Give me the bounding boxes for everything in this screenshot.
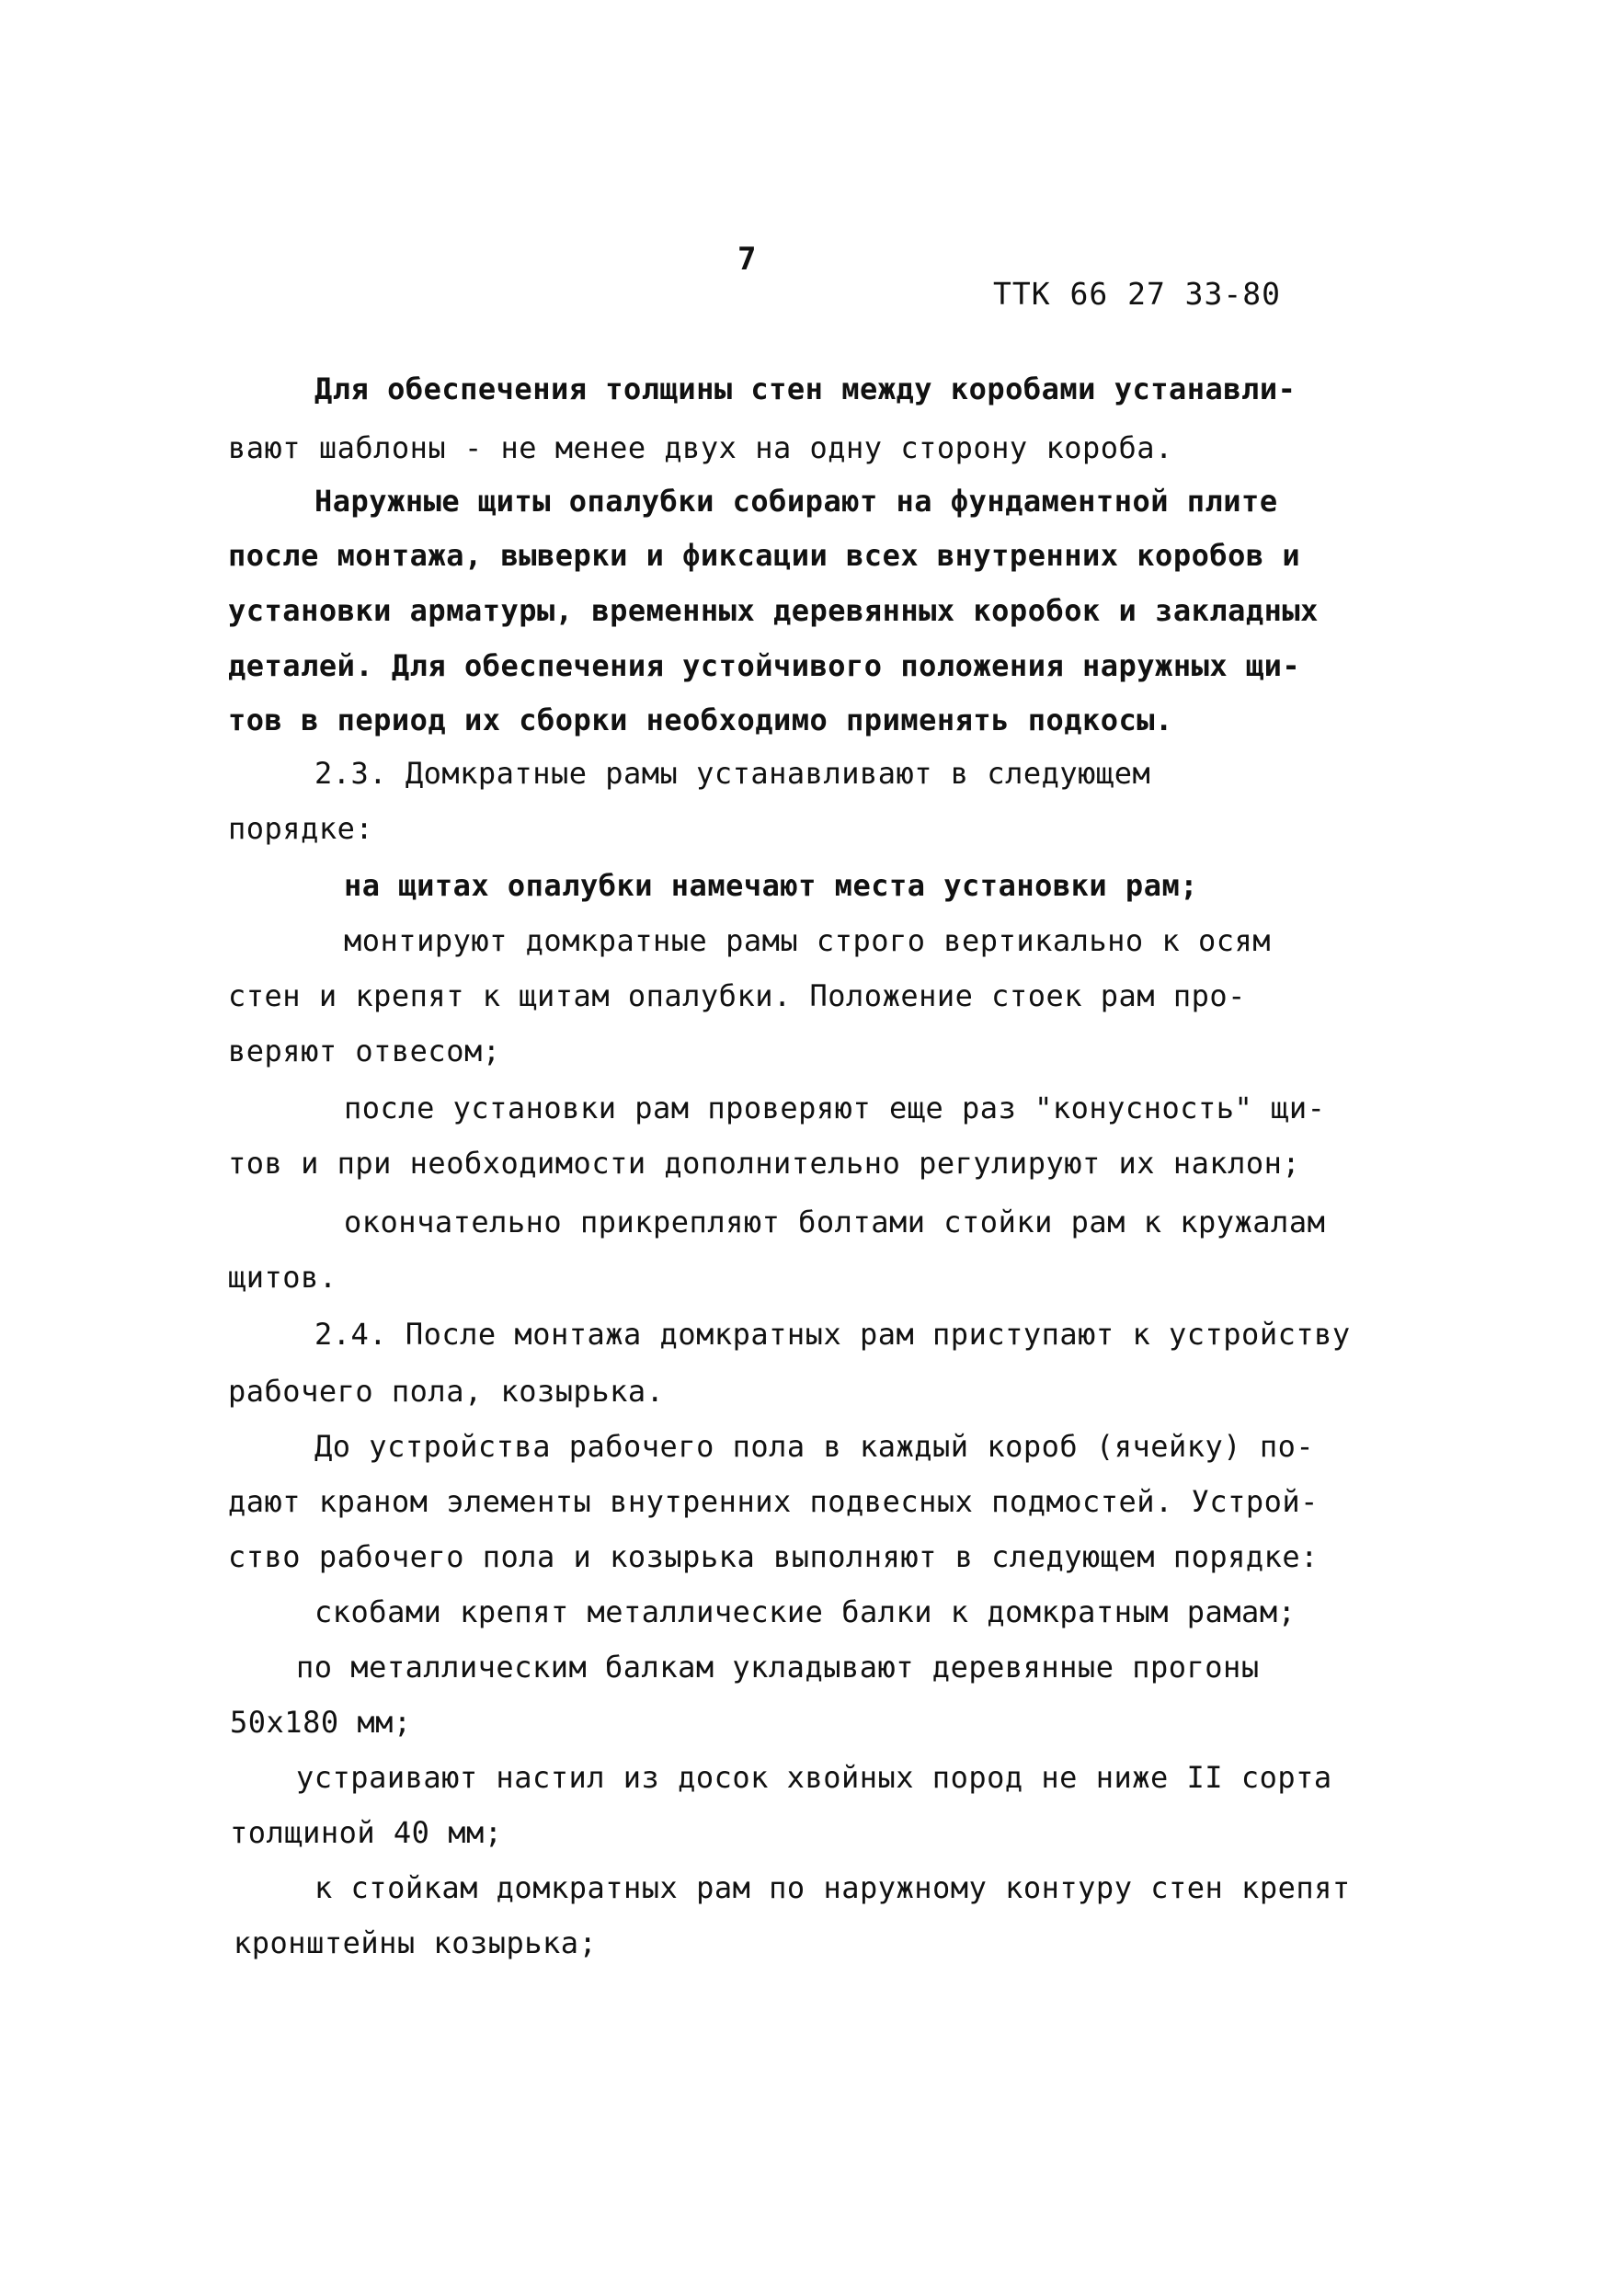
text-line: после монтажа, выверки и фиксации всех внутренних коробов и	[228, 538, 1301, 573]
text-line: тов в период их сборки необходимо применять подкосы.	[228, 703, 1173, 737]
text-line: окончательно прикрепляют болтами стойки рам к кружалам	[344, 1205, 1326, 1239]
text-line: Наружные щиты опалубки собирают на фундаментной плите	[314, 484, 1278, 519]
text-line: щитов.	[228, 1260, 337, 1295]
text-line: к стойкам домкратных рам по наружному контуру стен крепят	[314, 1870, 1351, 1905]
text-line: Для обеспечения толщины стен между коробами устанавли-	[314, 371, 1297, 406]
text-line: стен и крепят к щитам опалубки. Положение стоек рам про-	[228, 978, 1246, 1013]
text-line: после установки рам проверяют еще раз "конусность" щи-	[344, 1091, 1326, 1125]
text-line: устраивают настил из досок хвойных пород не ниже II сорта	[296, 1760, 1332, 1795]
text-line: дают краном элементы внутренних подвесных подмостей. Устрой-	[228, 1484, 1319, 1519]
text-line: 2.4. После монтажа домкратных рам приступают к устройству	[314, 1317, 1351, 1352]
page-number: 7	[737, 241, 757, 278]
text-line: кронштейны козырька;	[234, 1925, 598, 1960]
text-line: деталей. Для обеспечения устойчивого положения наружных щи-	[228, 648, 1301, 683]
text-line: рабочего пола, козырька.	[228, 1374, 665, 1409]
text-line: толщиной 40 мм;	[230, 1815, 503, 1850]
text-line: на щитах опалубки намечают места установки рам;	[344, 868, 1198, 903]
text-line: монтируют домкратные рамы строго вертикально к осям	[344, 923, 1272, 958]
text-line: 50х180 мм;	[230, 1705, 412, 1740]
text-line: по металлическим балкам укладывают деревянные прогоны	[296, 1650, 1260, 1685]
document-code: ТТК 66 27 33-80	[993, 276, 1282, 312]
text-line: тов и при необходимости дополнительно регулируют их наклон;	[228, 1146, 1301, 1181]
text-line: установки арматуры, временных деревянных коробок и закладных	[228, 593, 1319, 628]
text-line: скобами крепят металлические балки к домкратным рамам;	[314, 1594, 1297, 1629]
text-line: веряют отвесом;	[228, 1034, 501, 1068]
text-line: ство рабочего пола и козырька выполняют в следующем порядке:	[228, 1539, 1319, 1574]
text-line: 2.3. Домкратные рамы устанавливают в следующем	[314, 756, 1151, 791]
text-line: До устройства рабочего пола в каждый короб (ячейку) по-	[314, 1429, 1315, 1464]
text-line: порядке:	[228, 811, 374, 846]
text-line: вают шаблоны - не менее двух на одну сторону короба.	[228, 430, 1173, 465]
